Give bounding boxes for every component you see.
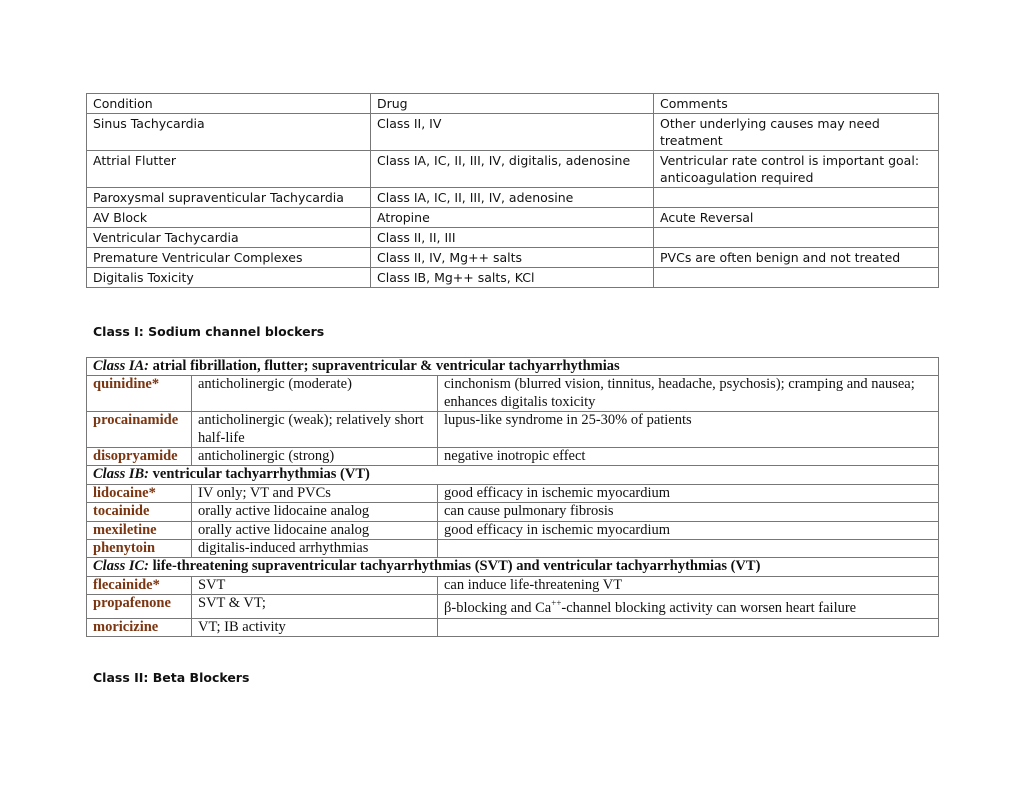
table-row (87, 412, 939, 448)
section-header-row (87, 466, 939, 484)
table-header-row (87, 94, 939, 114)
header-comments: Comments (654, 94, 939, 114)
drug-name: disopryamide (87, 448, 192, 466)
table-row (87, 618, 939, 636)
drug-property: anticholinergic (moderate) (192, 376, 438, 412)
drug-effect: lupus-like syndrome in 25-30% of patients (438, 412, 939, 448)
drug-name: quinidine* (87, 376, 192, 412)
comment-cell: Acute Reversal (654, 208, 939, 228)
condition-cell: Premature Ventricular Complexes (87, 248, 371, 268)
drug-effect (438, 595, 939, 618)
drug-cell: Class II, IV (371, 114, 654, 151)
drug-property: SVT (192, 576, 438, 594)
class-label: Class IB: (93, 466, 150, 483)
comment-cell (654, 228, 939, 248)
section-header-row (87, 358, 939, 376)
table-row (87, 484, 939, 502)
table-row (87, 503, 939, 521)
table-row (87, 540, 939, 558)
drug-effect: negative inotropic effect (438, 448, 939, 466)
condition-cell: Paroxysmal supraventicular Tachycardia (87, 188, 371, 208)
table-row (87, 151, 939, 188)
class-label: Class IA: (93, 358, 150, 374)
header-drug: Drug (371, 94, 654, 114)
condition-cell: Digitalis Toxicity (87, 268, 371, 288)
superscript-charge: ++ (551, 598, 562, 609)
drug-effect (438, 618, 939, 636)
drug-property: orally active lidocaine analog (192, 521, 438, 539)
class-label: Class IC: (93, 558, 150, 575)
effect-text-after: -channel blocking activity can worsen heart failure (561, 600, 857, 617)
condition-cell: Attrial Flutter (87, 151, 371, 188)
drug-property: orally active lidocaine analog (192, 503, 438, 521)
class1-drugs-table (86, 357, 939, 637)
class-description: life-threatening supraventricular tachyarrhythmias (SVT) and ventricular tachyarrhythmias (VT) (149, 558, 761, 575)
comment-cell: PVCs are often benign and not treated (654, 248, 939, 268)
drug-name: tocainide (87, 503, 192, 521)
table-row (87, 114, 939, 151)
drug-property: digitalis-induced arrhythmias (192, 540, 438, 558)
drug-effect: can cause pulmonary fibrosis (438, 503, 939, 521)
effect-text-before: β-blocking and Ca (444, 600, 552, 617)
condition-cell: Ventricular Tachycardia (87, 228, 371, 248)
drug-cell: Atropine (371, 208, 654, 228)
drug-property: anticholinergic (weak); relatively short half-life (192, 412, 438, 448)
comment-cell (654, 188, 939, 208)
drug-name: moricizine (87, 618, 192, 636)
table-row (87, 595, 939, 618)
table-row (87, 268, 939, 288)
drug-cell: Class IA, IC, II, III, IV, digitalis, adenosine (371, 151, 654, 188)
drug-effect: cinchonism (blurred vision, tinnitus, headache, psychosis); cramping and nausea; enhances digitalis toxicity (438, 376, 939, 412)
drug-effect: can induce life-threatening VT (438, 576, 939, 594)
section-header (87, 558, 939, 576)
class-description: atrial fibrillation, flutter; supraventricular & ventricular tachyarrhythmias (149, 358, 620, 374)
drug-property: VT; IB activity (192, 618, 438, 636)
drug-name: procainamide (87, 412, 192, 448)
drug-name: flecainide* (87, 576, 192, 594)
class-description: ventricular tachyarrhythmias (VT) (149, 466, 370, 483)
condition-cell: AV Block (87, 208, 371, 228)
comment-cell: Other underlying causes may need treatment (654, 114, 939, 151)
drug-effect (438, 540, 939, 558)
comment-cell: Ventricular rate control is important goal: anticoagulation required (654, 151, 939, 188)
indications-table (86, 93, 939, 288)
table-row (87, 521, 939, 539)
table-row (87, 188, 939, 208)
drug-cell: Class IA, IC, II, III, IV, adenosine (371, 188, 654, 208)
drug-name: mexiletine (87, 521, 192, 539)
drug-effect: good efficacy in ischemic myocardium (438, 521, 939, 539)
section-header (87, 358, 939, 376)
comment-cell (654, 268, 939, 288)
table-row (87, 208, 939, 228)
table-row (87, 228, 939, 248)
drug-cell: Class II, IV, Mg++ salts (371, 248, 654, 268)
section-header (87, 466, 939, 484)
drug-property: anticholinergic (strong) (192, 448, 438, 466)
table-row (87, 248, 939, 268)
drug-effect: good efficacy in ischemic myocardium (438, 484, 939, 502)
section-heading-class2: Class II: Beta Blockers (93, 670, 250, 685)
condition-cell: Sinus Tachycardia (87, 114, 371, 151)
section-header-row (87, 558, 939, 576)
drug-name: propafenone (87, 595, 192, 618)
drug-property: IV only; VT and PVCs (192, 484, 438, 502)
drug-cell: Class IB, Mg++ salts, KCl (371, 268, 654, 288)
drug-property: SVT & VT; (192, 595, 438, 618)
drug-cell: Class II, II, III (371, 228, 654, 248)
section-heading-class1: Class I: Sodium channel blockers (93, 324, 325, 339)
table-row (87, 448, 939, 466)
drug-name: phenytoin (87, 540, 192, 558)
drug-name: lidocaine* (87, 484, 192, 502)
table-row (87, 376, 939, 412)
header-condition: Condition (87, 94, 371, 114)
table-row (87, 576, 939, 594)
